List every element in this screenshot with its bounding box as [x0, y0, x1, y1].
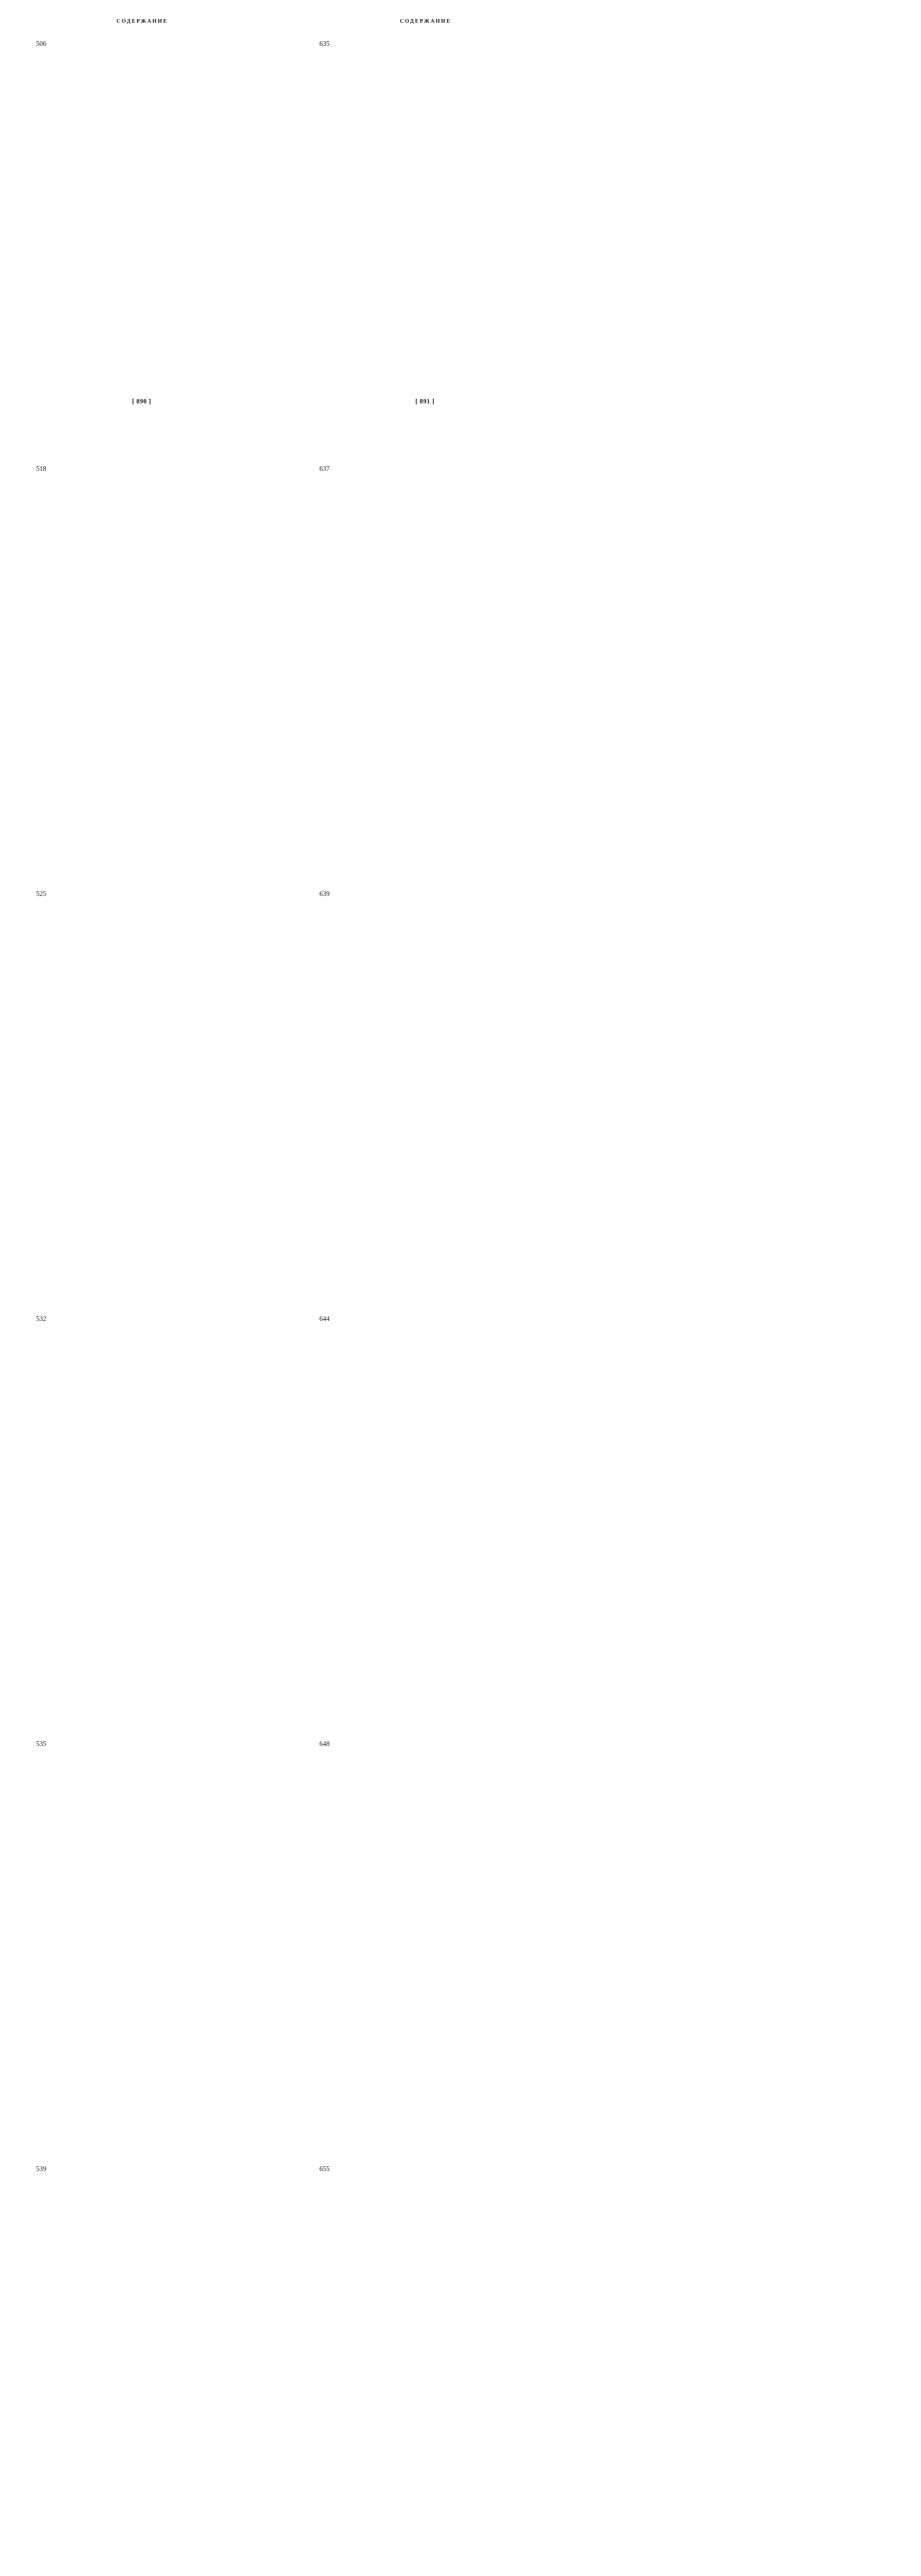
toc-entry[interactable] — [315, 1314, 535, 1739]
toc-entry[interactable] — [32, 1314, 251, 1739]
toc-entry-page-number: 655 — [319, 2165, 330, 2173]
toc-group-left-1 — [32, 39, 251, 2576]
toc-entry-page-number: 506 — [36, 40, 46, 47]
folio-right: [ 891 ] — [415, 398, 435, 405]
toc-entry[interactable] — [315, 2164, 535, 2576]
running-head-right: СОДЕРЖАНИЕ — [400, 19, 452, 24]
toc-entry-page-number: 518 — [36, 465, 46, 472]
toc-list-left — [32, 39, 251, 2576]
toc-entry[interactable] — [32, 1739, 251, 2164]
toc-entry[interactable] — [32, 889, 251, 1314]
running-head-left: СОДЕРЖАНИЕ — [116, 19, 168, 24]
toc-entry[interactable] — [315, 889, 535, 1314]
toc-entry[interactable] — [32, 2164, 251, 2576]
folio-left: [ 890 ] — [132, 398, 151, 405]
toc-entry-page-number: 648 — [319, 1740, 330, 1748]
toc-entry-page-number: 639 — [319, 890, 330, 897]
toc-group-right-1 — [315, 39, 535, 2576]
right-page — [283, 0, 567, 2173]
toc-entry-page-number: 635 — [319, 40, 330, 47]
toc-entry-page-number: 525 — [36, 890, 46, 897]
toc-entry-page-number: 644 — [319, 1315, 330, 1323]
toc-entry[interactable] — [32, 464, 251, 889]
toc-entry-page-number: 535 — [36, 1740, 46, 1748]
toc-entry-page-number: 637 — [319, 465, 330, 472]
toc-list-right — [315, 39, 535, 2576]
left-page — [0, 0, 283, 2173]
toc-entry[interactable] — [315, 464, 535, 889]
toc-entry-page-number: 539 — [36, 2165, 46, 2173]
toc-entry-page-number: 532 — [36, 1315, 46, 1323]
toc-entry[interactable] — [315, 1739, 535, 2164]
